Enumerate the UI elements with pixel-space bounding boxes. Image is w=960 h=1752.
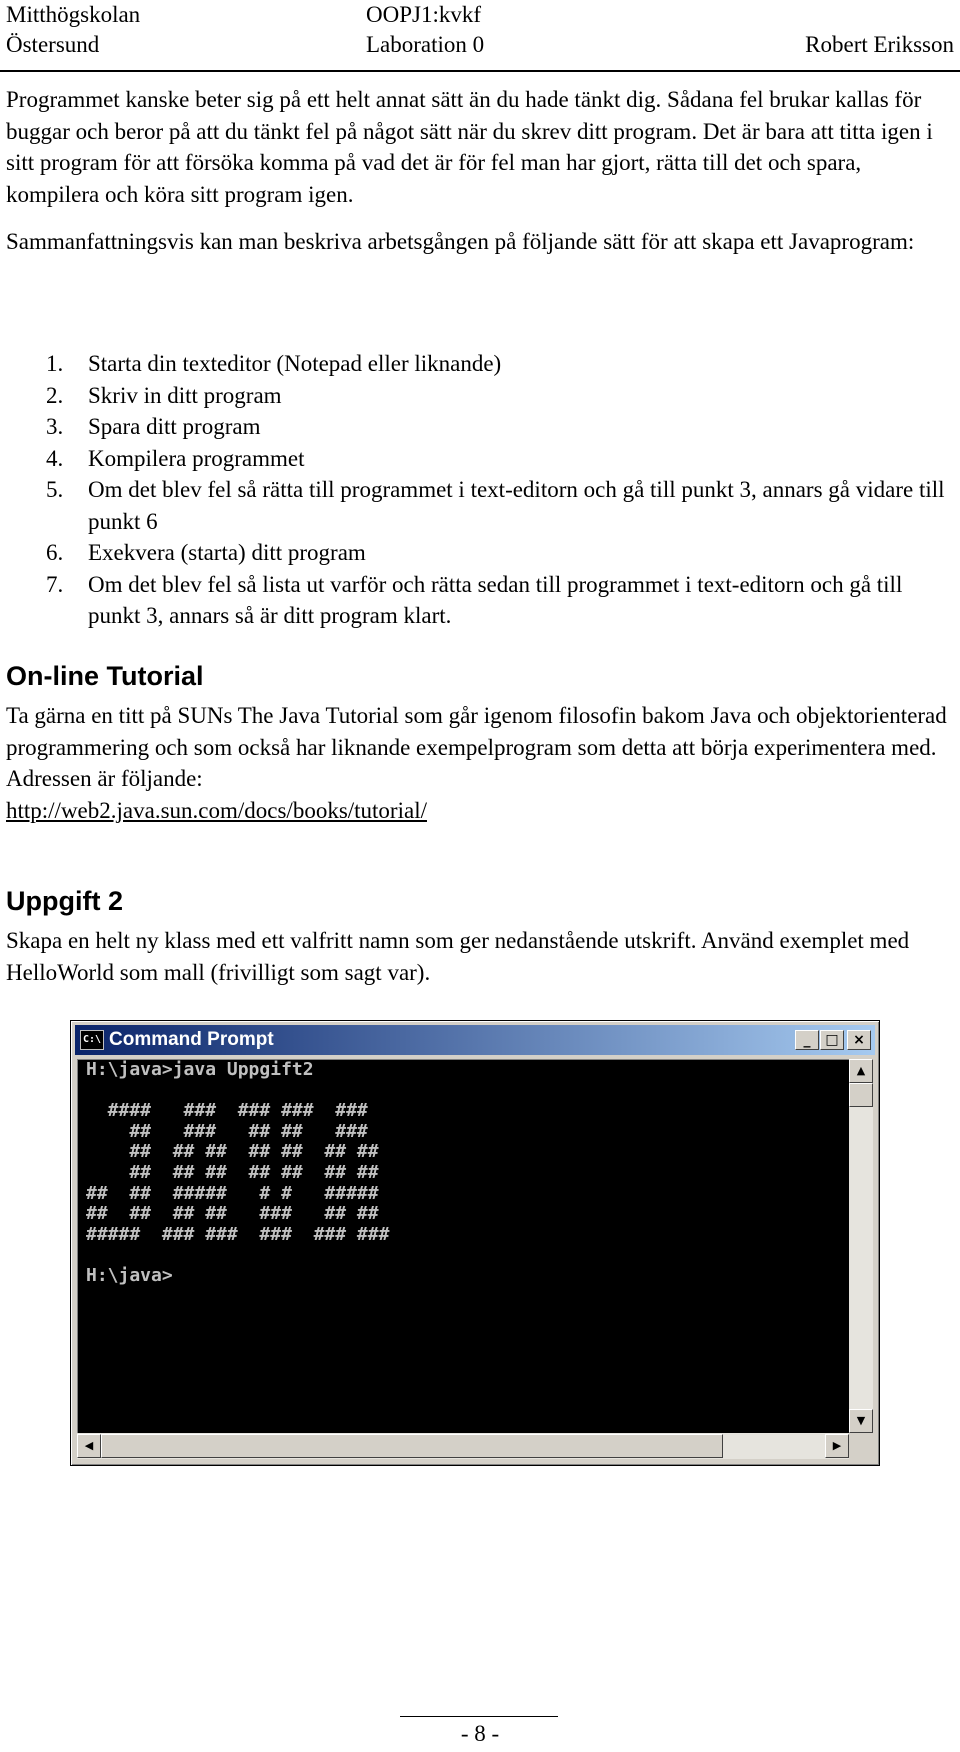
console-app-icon: C:\ — [80, 1030, 104, 1050]
close-button[interactable]: × — [847, 1030, 871, 1050]
header-author: Robert Eriksson — [805, 32, 954, 57]
list-item: 7. Om det blev fel så lista ut varför och rätta sedan till programmet i text-editorn och gå till punkt 3, annars så är ditt program klart. — [46, 571, 903, 628]
horizontal-scroll-thumb[interactable] — [101, 1434, 723, 1458]
header-divider — [0, 70, 960, 72]
scrollbar-corner — [849, 1433, 873, 1459]
steps-list — [46, 348, 946, 632]
list-item: 1. Starta din texteditor (Notepad eller liknande) — [46, 351, 502, 376]
tutorial-link[interactable]: http://web2.java.sun.com/docs/books/tutorial/ — [6, 797, 427, 823]
list-item: 3. Spara ditt program — [46, 414, 261, 439]
list-item: 2. Skriv in ditt program — [46, 382, 282, 408]
assignment-paragraph: Skapa en helt ny klass med ett valfritt namn som ger nedanstående utskrift. Använd exemplet med HelloWorld som mall (frivilligt som sagt var). — [6, 928, 910, 985]
list-item: 4. Kompilera programmet — [46, 445, 305, 471]
console-output-area[interactable] — [77, 1059, 849, 1433]
scroll-up-arrow-icon[interactable]: ▲ — [849, 1059, 873, 1083]
page-number: - 8 - — [460, 1721, 500, 1746]
header-institution: Mitthögskolan — [6, 2, 141, 27]
summary-paragraph: Sammanfattningsvis kan man beskriva arbetsgången på följande sätt för att skapa ett Javaprogram: — [6, 229, 915, 254]
window-title: Command Prompt — [109, 1029, 274, 1050]
horizontal-scrollbar[interactable] — [77, 1433, 849, 1459]
footer-divider — [400, 1716, 558, 1717]
tutorial-paragraph: Ta gärna en titt på SUNs The Java Tutorial som går igenom filosofin bakom Java och objektorienterad programmering och som också har liknande exempelprogram som detta att börja experimentera med. Adressen är följande: http://web2.java.sun.com/docs/books/tutorial/ — [6, 703, 947, 823]
vertical-scrollbar[interactable] — [849, 1059, 873, 1433]
intro-paragraph: Programmet kanske beter sig på ett helt annat sätt än du hade tänkt dig. Sådana fel brukar kallas för buggar och beror på att du tänkt fel på något sätt när du skrev ditt program. Det är bara att titta igen i sitt program för att försöka komma på vad det är för fel man har gjort, rätta till det och spara, kompilera och köra sitt program igen. — [6, 87, 933, 207]
maximize-button[interactable]: □ — [820, 1030, 844, 1050]
section-heading-tutorial: On-line Tutorial — [6, 661, 204, 691]
vertical-scroll-thumb[interactable] — [849, 1083, 873, 1107]
command-prompt-window — [70, 1020, 880, 1466]
list-item: 6. Exekvera (starta) ditt program — [46, 540, 366, 565]
header-lab-title: Laboration 0 — [366, 32, 485, 57]
list-item: 5. Om det blev fel så rätta till programmet i text-editorn och gå till punkt 3, annars gå vidare till punkt 6 — [46, 477, 945, 534]
scroll-right-arrow-icon[interactable]: ▶ — [825, 1434, 849, 1458]
scroll-down-arrow-icon[interactable]: ▼ — [849, 1409, 873, 1433]
window-titlebar[interactable] — [75, 1025, 875, 1055]
minimize-button[interactable]: _ — [795, 1030, 819, 1050]
console-text: H:\java>java Uppgift2 #### ### ### ### ### ## ### ## ## ### ## ## ## ## ## ## ## ## ## ## ## ## ## ## ## ## ##### # # ##### ## ## ## ## ### ## ## ##### ### ### ### ### ### H:\java> — [86, 1059, 390, 1286]
header-course-code: OOPJ1:kvkf — [366, 2, 482, 27]
header-location: Östersund — [6, 32, 100, 57]
section-heading-assignment: Uppgift 2 — [6, 886, 123, 916]
scroll-left-arrow-icon[interactable]: ◀ — [77, 1434, 101, 1458]
